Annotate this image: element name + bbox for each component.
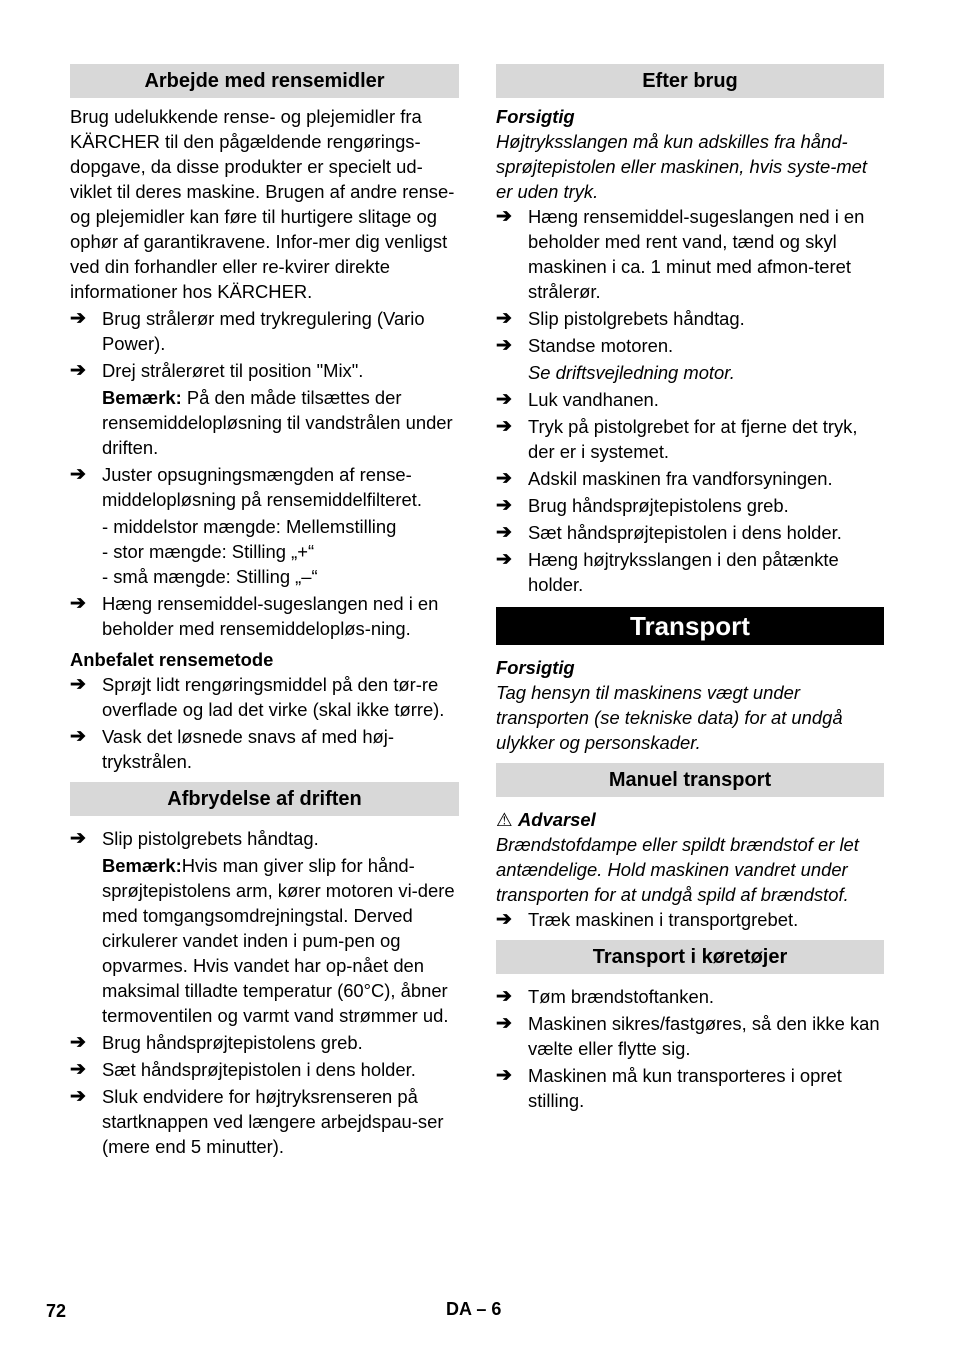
list-item-text: Brug håndsprøjtepistolens greb. (102, 1032, 363, 1053)
arrow-right-icon: ➔ (496, 308, 512, 329)
list-item (496, 1011, 884, 1061)
interruption-list-2 (70, 1030, 459, 1159)
list-item (70, 1030, 459, 1055)
list-item-text: Sluk endvidere for højtryksrenseren på startknappen ved længere arbejdspau-ser (mere end 5 minutter). (102, 1086, 444, 1157)
arrow-right-icon: ➔ (70, 1059, 86, 1080)
list-item-text: Vask det løsnede snavs af med høj-trykstrålen. (102, 726, 394, 772)
warning-label (496, 807, 884, 832)
cleaning-agents-list-3 (70, 591, 459, 641)
list-item-text: Juster opsugningsmængden af rense-middelopløsning på rensemiddelfilteret. (102, 464, 422, 510)
cleaning-agents-paragraph: Brug udelukkende rense- og plejemidler fra KÄRCHER til den pågældende rengørings-dopgave, da disse produkter er specielt ud-viklet til deres maskine. Brugen af andre rense- og plejemidler kan føre til hurtigere slitage og ophør af garantikravene. Infor-mer dig venligst ved din forhandler eller re-kvirer direkte informationer hos KÄRCHER. (70, 106, 455, 302)
list-item-text: Brug strålerør med trykregulering (Vario Power). (102, 308, 425, 354)
arrow-right-icon: ➔ (496, 1065, 512, 1086)
section-heading-vehicle-transport: Transport i køretøjer (496, 940, 884, 974)
note-text: Hvis man giver slip for hånd-sprøjtepistolens arm, kører motoren vi-dere med tomgangsomdrejningstal. Derved cirkulerer vandet inden i pum-pen og opvarmes. Hvis vandet har op-nået den maksimal tilladte temperatur (60°C), åbner termoventilen og varmt vand strømmer ud. (102, 855, 455, 1026)
list-item-text: Tryk på pistolgrebet for at fjerne det tryk, der er i systemet. (528, 416, 858, 462)
after-use-list (496, 204, 884, 358)
arrow-right-icon: ➔ (496, 522, 512, 543)
option-line: - små mængde: Stilling „–“ (102, 566, 318, 587)
section-heading-after-use: Efter brug (496, 64, 884, 98)
list-item-text: Brug håndsprøjtepistolens greb. (528, 495, 789, 516)
note-label: Bemærk: (102, 855, 182, 876)
list-item-text: Maskinen må kun transporteres i opret stilling. (528, 1065, 842, 1111)
list-item (496, 493, 884, 518)
list-item (496, 466, 884, 491)
list-item (496, 520, 884, 545)
arrow-right-icon: ➔ (496, 389, 512, 410)
list-item (70, 358, 459, 383)
warning-triangle-icon: ⚠ (496, 809, 513, 830)
manual-transport-list (496, 907, 884, 932)
recommended-method-list (70, 672, 459, 774)
list-item (70, 724, 459, 774)
note-label: Bemærk: (102, 387, 182, 408)
arrow-right-icon: ➔ (496, 986, 512, 1007)
cleaning-agents-list-2 (70, 462, 459, 512)
list-item (70, 591, 459, 641)
list-item (70, 1057, 459, 1082)
list-item-text: Slip pistolgrebets håndtag. (102, 828, 319, 849)
list-item (496, 204, 884, 304)
list-item-text: Adskil maskinen fra vandforsyningen. (528, 468, 833, 489)
list-item (70, 672, 459, 722)
arrow-right-icon: ➔ (70, 1032, 86, 1053)
list-item-text: Sprøjt lidt rengøringsmiddel på den tør-re overflade og lad det virke (skal ikke tørre). (102, 674, 445, 720)
list-item (496, 984, 884, 1009)
list-item-text: Tøm brændstoftanken. (528, 986, 715, 1007)
cleaning-agents-list (70, 306, 459, 383)
list-item (70, 306, 459, 356)
language-page-indicator: DA – 6 (446, 1299, 502, 1319)
list-item (496, 333, 884, 358)
list-item (496, 907, 884, 932)
warning-text: Brændstofdampe eller spildt brændstof er let antændelige. Hold maskinen vandret under transporten for at undgå spild af brændstof. (496, 834, 859, 905)
right-column (496, 64, 884, 1113)
chapter-heading-transport: Transport (496, 607, 884, 645)
list-item-text: Drej strålerøret til position "Mix". (102, 360, 364, 381)
list-item (496, 547, 884, 597)
note (70, 385, 459, 460)
list-item-text: Maskinen sikres/fastgøres, så den ikke kan vælte eller flytte sig. (528, 1013, 880, 1059)
list-item (70, 1084, 459, 1159)
list-item-text: Hæng rensemiddel-sugeslangen ned i en beholder med rensemiddelopløs-ning. (102, 593, 439, 639)
list-item-text: Sæt håndsprøjtepistolen i dens holder. (528, 522, 842, 543)
warning-label-text: Advarsel (518, 809, 596, 830)
list-item (496, 387, 884, 412)
note-text: På den måde tilsættes der rensemiddelopløsning til vandstrålen under driften. (102, 387, 453, 458)
arrow-right-icon: ➔ (496, 416, 512, 437)
arrow-right-icon: ➔ (70, 308, 86, 329)
option-line: - stor mængde: Stilling „+“ (102, 541, 315, 562)
arrow-right-icon: ➔ (496, 468, 512, 489)
caution-label: Forsigtig (496, 657, 575, 678)
left-column (70, 64, 459, 1159)
caution-text: Højtryksslangen må kun adskilles fra hånd-sprøjtepistolen eller maskinen, hvis syste-met er uden tryk. (496, 131, 868, 202)
arrow-right-icon: ➔ (496, 335, 512, 356)
arrow-right-icon: ➔ (496, 909, 512, 930)
list-item (70, 462, 459, 512)
list-item-text: Slip pistolgrebets håndtag. (528, 308, 745, 329)
section-heading-interruption: Afbrydelse af driften (70, 782, 459, 816)
list-item (70, 826, 459, 851)
vehicle-transport-list (496, 984, 884, 1113)
caution-text: Tag hensyn til maskinens vægt under transporten (se tekniske data) for at undgå ulykker og personskader. (496, 682, 843, 753)
arrow-right-icon: ➔ (496, 549, 512, 570)
arrow-right-icon: ➔ (70, 828, 86, 849)
arrow-right-icon: ➔ (70, 1086, 86, 1107)
section-heading-cleaning-agents: Arbejde med rensemidler (70, 64, 459, 98)
list-item (496, 414, 884, 464)
arrow-right-icon: ➔ (496, 495, 512, 516)
arrow-right-icon: ➔ (496, 206, 512, 227)
list-item (496, 1063, 884, 1113)
arrow-right-icon: ➔ (70, 726, 86, 747)
caution-label: Forsigtig (496, 106, 575, 127)
arrow-right-icon: ➔ (70, 674, 86, 695)
note (70, 853, 459, 1028)
note: Se driftsvejledning motor. (528, 362, 735, 383)
list-item-text: Luk vandhanen. (528, 389, 659, 410)
arrow-right-icon: ➔ (70, 593, 86, 614)
list-item-text: Hæng rensemiddel-sugeslangen ned i en beholder med rent vand, tænd og skyl maskinen i ca. 1 minut med afmon-teret strålerør. (528, 206, 865, 302)
list-item-text: Standse motoren. (528, 335, 674, 356)
section-heading-manual-transport: Manuel transport (496, 763, 884, 797)
list-item-text: Sæt håndsprøjtepistolen i dens holder. (102, 1059, 416, 1080)
after-use-list-2 (496, 387, 884, 597)
arrow-right-icon: ➔ (70, 360, 86, 381)
page-number: 72 (46, 1301, 67, 1321)
list-item-text: Træk maskinen i transportgrebet. (528, 909, 799, 930)
list-item (496, 306, 884, 331)
subheading-recommended-method: Anbefalet rensemetode (70, 649, 274, 670)
option-line: - middelstor mængde: Mellemstilling (102, 516, 397, 537)
interruption-list (70, 826, 459, 851)
arrow-right-icon: ➔ (70, 464, 86, 485)
arrow-right-icon: ➔ (496, 1013, 512, 1034)
list-item-text: Hæng højtryksslangen i den påtænkte holder. (528, 549, 839, 595)
